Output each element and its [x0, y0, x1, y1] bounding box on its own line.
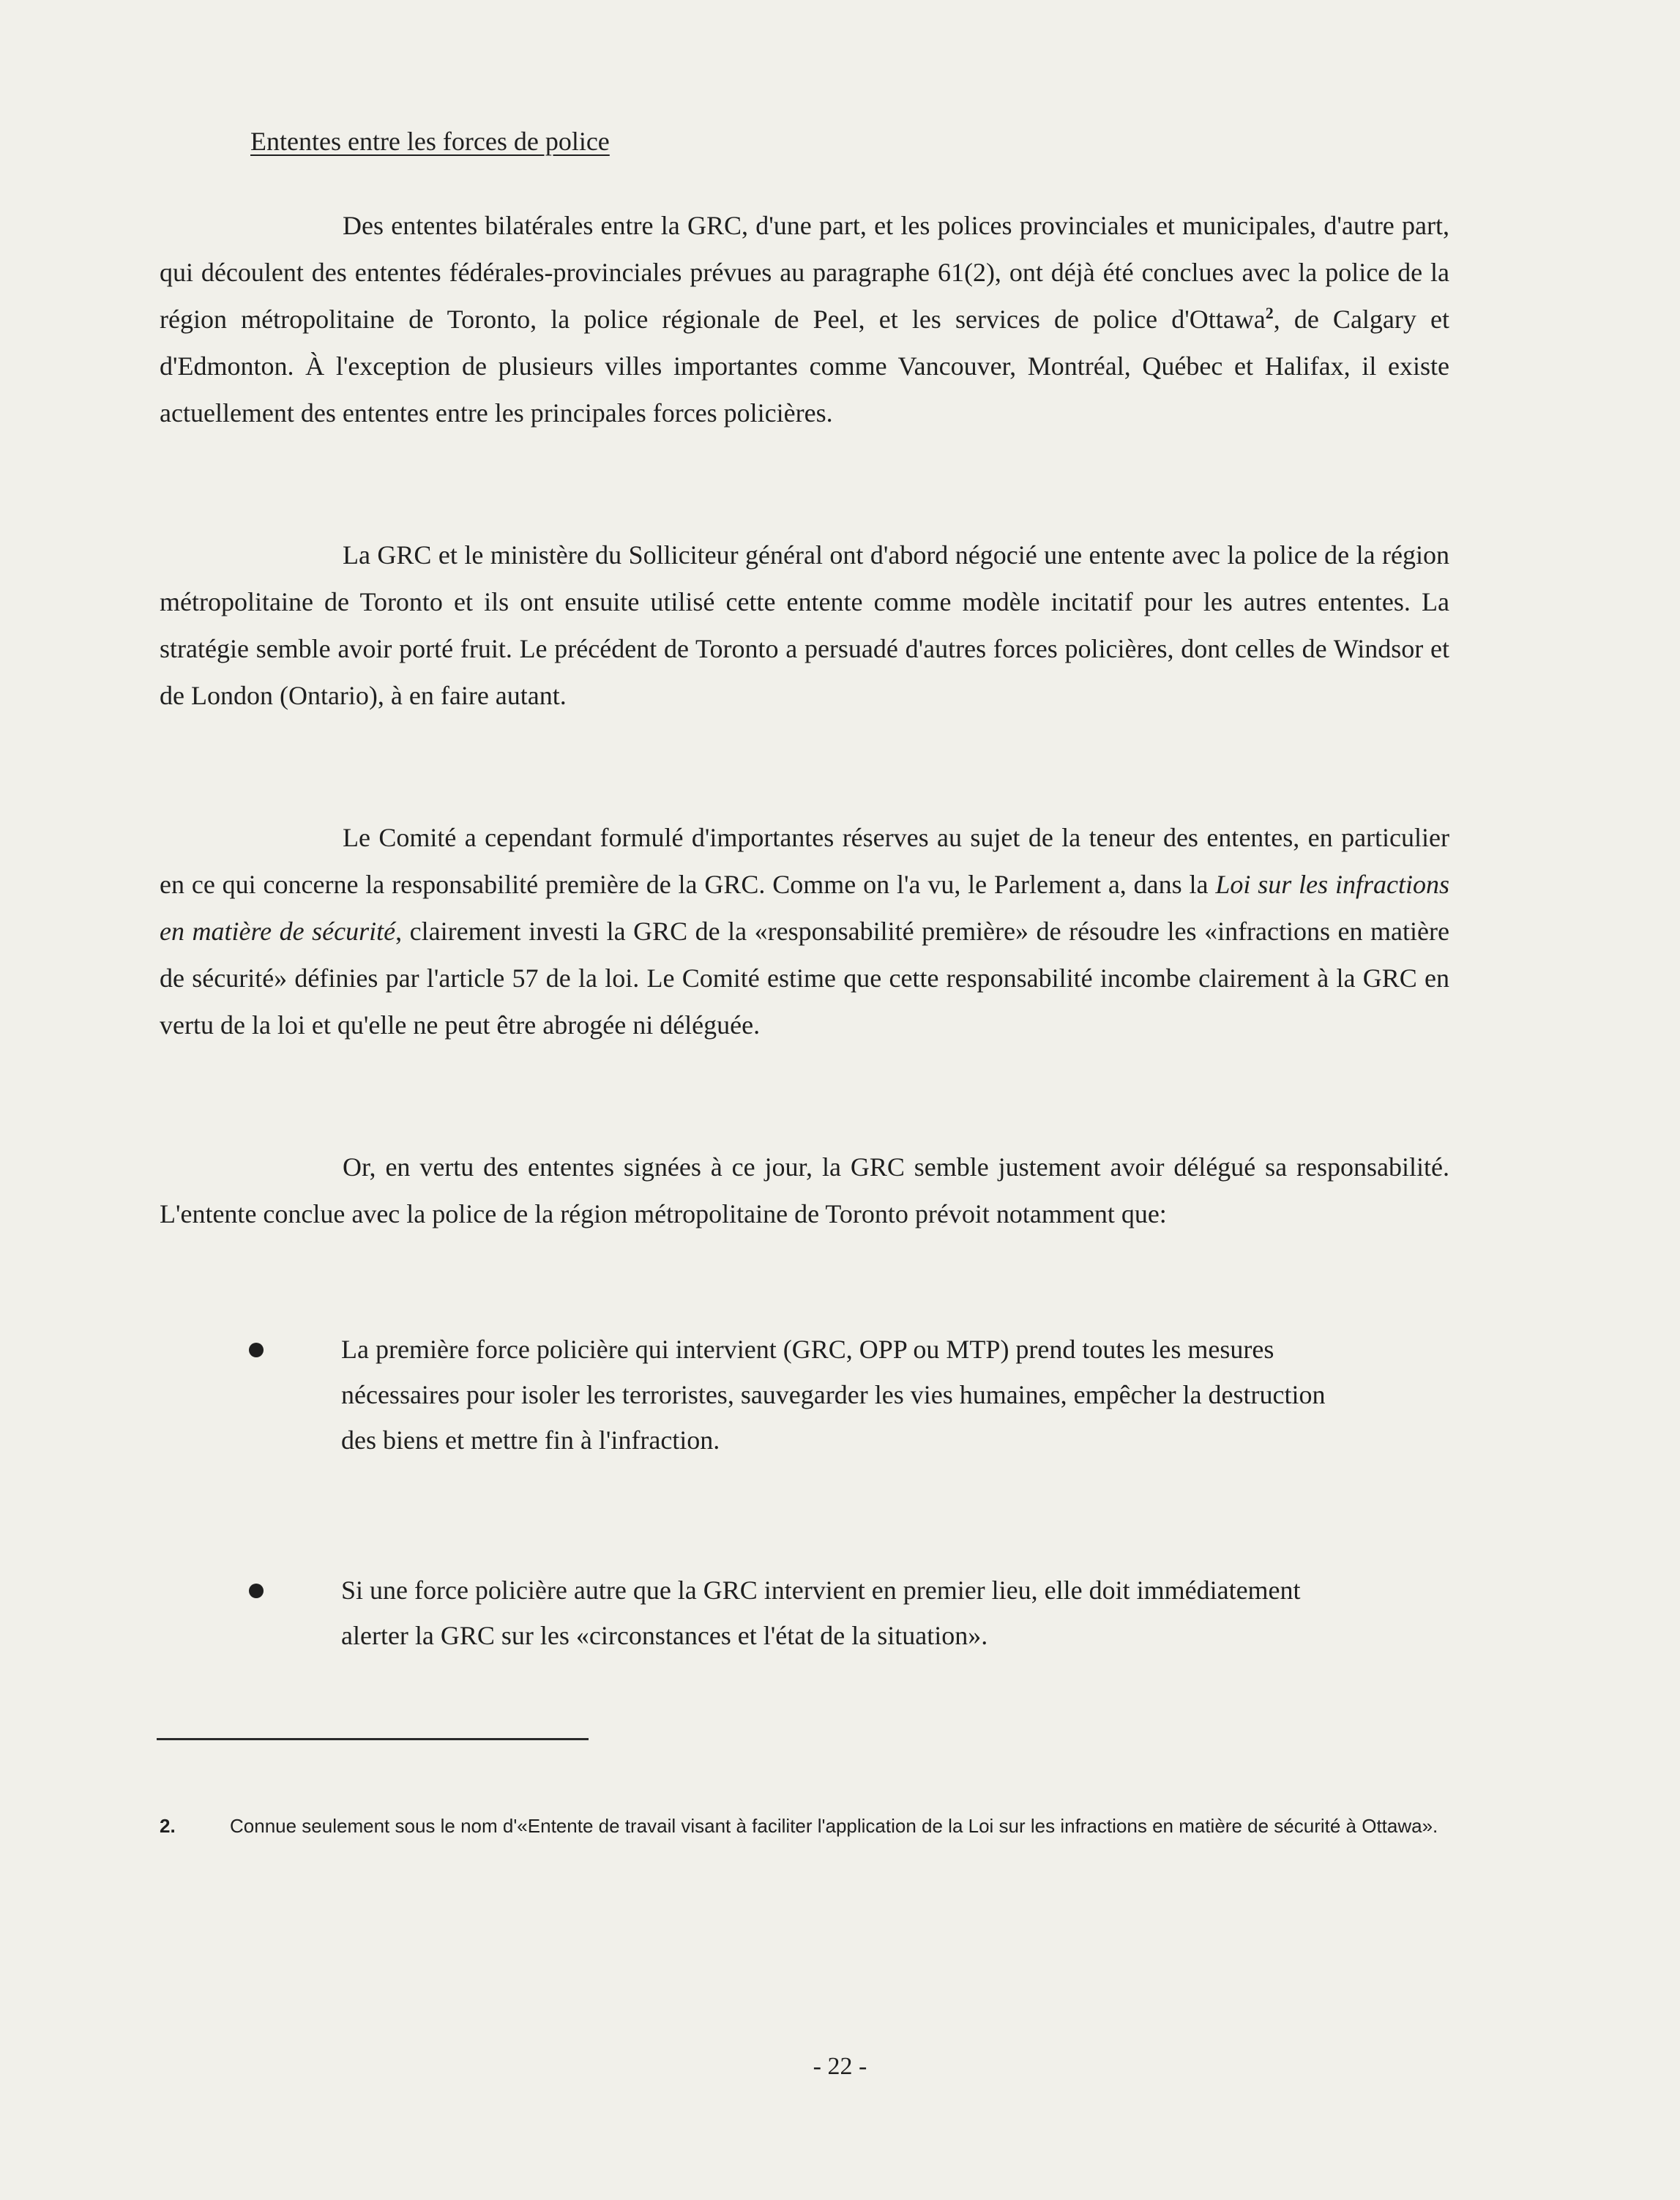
footnote-number: 2.: [160, 1815, 176, 1837]
footnote-divider: [157, 1738, 589, 1740]
law-title: Loi sur les infractions en matière de sécurité: [160, 870, 1449, 946]
bullet-dot-icon: [249, 1343, 264, 1357]
bullet-item-1-text: La première force policière qui intervient (GRC, OPP ou MTP) prend toutes les mesures nécessaires pour isoler les terroristes, sauvegarder les vies humaines, empêcher la destruction des biens et mettre fin à l'infraction.: [341, 1335, 1326, 1455]
paragraph-2: [160, 532, 1449, 719]
paragraph-1-text-a: Des ententes bilatérales entre la GRC, d'une part, et les polices provinciales et municipales, d'autre part, qui découlent des ententes fédérales-provinciales prévues au paragraphe 61(2), ont déjà été conclues avec la police de la région métropolitaine de Toronto, la police régionale de Peel, et les services de police d'Ottawa: [160, 211, 1449, 334]
paragraph-3-text-a: Le Comité a cependant formulé d'importantes réserves au sujet de la teneur des ententes, en particulier en ce qui concerne la responsabilité première de la GRC. Comme on l'a vu, le Parlement a, dans la: [160, 823, 1449, 899]
footnote-ref-2: 2: [1265, 304, 1274, 322]
paragraph-1: [160, 202, 1449, 436]
section-heading: Ententes entre les forces de police: [250, 127, 610, 156]
paragraph-3-text-b: , clairement investi la GRC de la «responsabilité première» de résoudre les «infractions en matière de sécurité» définies par l'article 57 de la loi. Le Comité estime que cette responsabilité incombe clairement à la GRC en vertu de la loi et qu'elle ne peut être abrogée ni déléguée.: [160, 917, 1449, 1040]
paragraph-1-text-b: , de Calgary et d'Edmonton. À l'exception de plusieurs villes importantes comme Vancouver, Montréal, Québec et Halifax, il existe actuellement des ententes entre les principales forces policières.: [160, 305, 1450, 428]
paragraph-4: [160, 1144, 1449, 1237]
page-number: - 22 -: [813, 2053, 867, 2080]
footnote-text: Connue seulement sous le nom d'«Entente de travail visant à faciliter l'application de la Loi sur les infractions en matière de sécurité à Ottawa».: [230, 1815, 1438, 1837]
paragraph-3: [160, 814, 1449, 1048]
bullet-item-2-text: Si une force policière autre que la GRC intervient en premier lieu, elle doit immédiatement alerter la GRC sur les «circonstances et l'état de la situation».: [341, 1576, 1301, 1650]
paragraph-4-text: Or, en vertu des ententes signées à ce jour, la GRC semble justement avoir délégué sa responsabilité. L'entente conclue avec la police de la région métropolitaine de Toronto prévoit notamment que:: [160, 1152, 1449, 1228]
paragraph-2-text: La GRC et le ministère du Solliciteur général ont d'abord négocié une entente avec la police de la région métropolitaine de Toronto et ils ont ensuite utilisé cette entente comme modèle incitatif pour les autres ententes. La stratégie semble avoir porté fruit. Le précédent de Toronto a persuadé d'autres forces policières, dont celles de Windsor et de London (Ontario), à en faire autant.: [160, 540, 1449, 710]
bullet-dot-icon: [249, 1584, 264, 1598]
